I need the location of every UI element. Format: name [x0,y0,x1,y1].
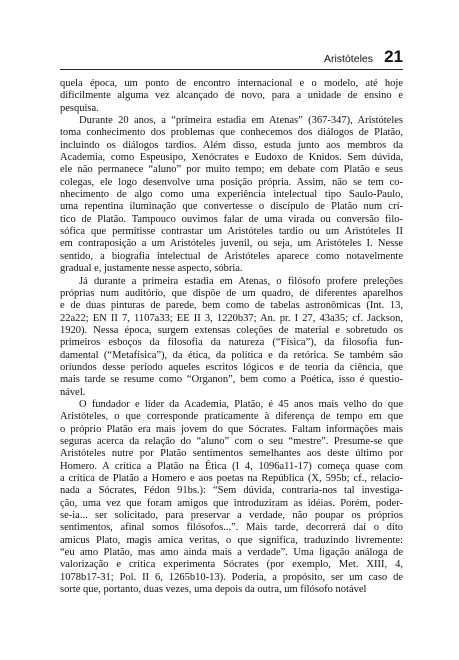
text-line: ção, uma vez que foram amigos que introduziram as idéias. Porém, poder- [60,497,403,509]
header-rule [60,69,403,70]
running-title: Aristóteles [323,53,373,65]
text-line: mais tarde se resume como “Organon”, bem como a Poética, isso é questio- [60,374,403,386]
text-line: próprias num auditório, que dispõe de um quadro, de diferentes aparelhos [60,287,403,299]
text-line: nável. [60,386,86,398]
text-line: Aristóteles nutre por Platão sentimentos semelhantes aos deste último por [60,448,403,460]
text-line: quela época, um ponto de encontro internacional e o modelo, até hoje [60,78,403,89]
text-line: Durante 20 anos, a “primeira estadia em Atenas” (367-347), Aristóteles [79,115,403,127]
text-line: sorte que, portanto, duas vezes, uma depois da outra, um filósofo notável [60,584,367,596]
text-line: sentido, a biografia intelectual de Aristóteles aparece como notavelmente [60,250,403,262]
text-line: sentimentos, afinal somos filósofos...”. Mais tarde, decorrerá daí o dito [60,522,403,534]
text-line: 1920). Nessa época, surgem extensas coleções de material e sobretudo os [60,324,403,336]
text-line: seguras acerca da relação do “aluno” com o seu “mestre”. Presume-se que [60,435,403,447]
text-line: uma repentina iluminação que convertesse o discípulo de Platão num crí- [60,201,403,213]
paragraph [60,276,403,399]
text-line: Aristóteles, o que corresponde praticamente à diferença de tempo em que [60,411,403,423]
text-line: 22a22; EN II 7, 1107a33; EE II 3, 1220b37; An. pr. I 27, 43a35; cf. Jackson, [60,312,403,324]
paragraph [60,115,403,275]
text-line: 1078b17-31; Pol. II 6, 1265b10-13). Poderia, a propósito, ser um caso de [60,571,403,583]
text-line: ele não permanece “aluno” por muito tempo; em debate com Platão e seus [60,164,403,176]
page-header [60,47,403,71]
text-line: nhecimento de algo como uma experiência intelectual tipo Saulo-Paulo, [60,189,403,201]
text-line: amicus Plato, magis amica veritas, o que significa, traduzindo livremente: [60,534,403,546]
text-line: O fundador e líder da Academia, Platão, é 45 anos mais velho do que [79,398,403,410]
text-line: se-ia... ser solicitado, para preservar a verdade, não poupar os próprios [60,510,403,522]
text-line: Homero. A crítica a Platão na Ética (I 4, 1096a11-17) começa quase com [60,460,403,472]
text-line: incluindo os diálogos tardios. Além disso, estuda junto aos membros da [60,139,403,151]
text-line: colegas, ele logo desenvolve uma posição própria. Assim, não se tem co- [60,176,403,188]
text-line: “eu amo Platão, mas amo ainda mais a verdade”. Uma ligação análoga de [60,547,403,559]
text-line: e de duas pinturas de parede, bem como de tabelas astronômicas (Int. 13, [60,300,403,312]
text-line: toma conhecimento dos problemas que conhecemos dos diálogos de Platão, [60,127,403,139]
text-line: damental (“Metafísica”), da ética, da política e da retórica. Se também são [60,349,403,361]
text-line: em contraposição a um Aristóteles juvenil, ou seja, um Aristóteles I. Nesse [60,238,403,250]
text-line: primeiros esboços da filosofia da natureza (“Física”), da filosofia fun- [60,337,403,349]
text-line: a crítica de Platão a Homero e aos poetas na República (X, 595b; cf., relacio- [60,473,403,484]
text-line: Academia, como Espeusipo, Xenócrates e Eudoxo de Knidos. Sem dúvida, [60,152,403,164]
text-line: gradual e, justamente nesse aspecto, sóbria. [60,263,243,275]
text-line: oriundos desse período aqueles escritos lógicos e de teoria da ciência, que [60,361,403,373]
text-line: pesquisa. [60,102,99,114]
text-line: dificilmente alguma vez alcançado de novo, para a unidade de ensino e [60,90,403,102]
text-line: Já durante a primeira estadia em Atenas, o filósofo profere preleções [79,275,403,287]
paragraph [60,399,403,597]
text-line: o próprio Platão era mais jovem do que Sócrates. Faltam informações mais [60,423,403,435]
page-number: 21 [384,47,403,66]
text-line: tico de Platão. Tampouco ouvimos falar de uma virada ou conversão filo- [60,213,403,225]
body-text [60,78,403,596]
text-line: valorização e crítica experimenta Sócrates (por exemplo, Met. XIII, 4, [60,559,403,571]
text-line: sófica que permitisse contrastar um Aristóteles tardio ou um Aristóteles II [60,226,403,238]
paragraph [60,78,403,115]
text-line: nada a Sócrates, Fédon 91bs.): “Sem dúvida, contraria-nos tal investiga- [60,485,403,497]
